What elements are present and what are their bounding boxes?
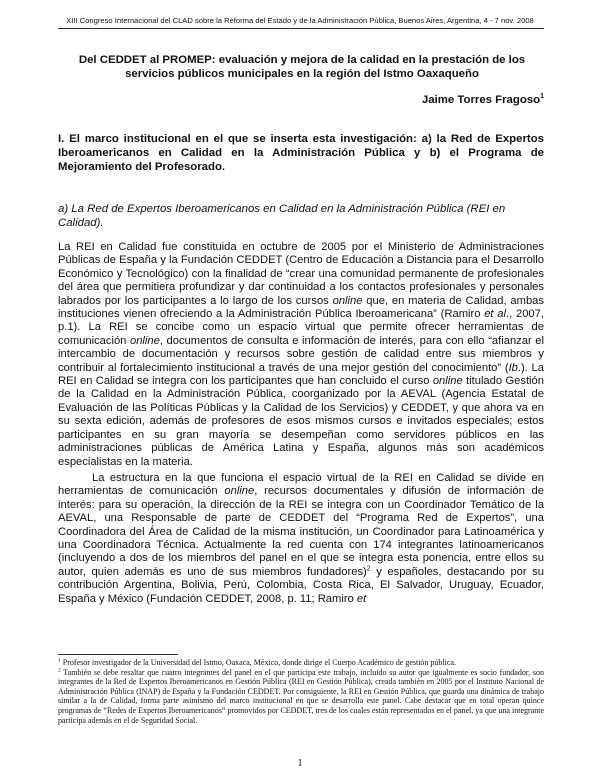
italic-run: online — [224, 485, 255, 498]
footnotes — [58, 658, 544, 725]
footnote-1 — [58, 658, 544, 668]
running-header: XIII Congreso Internacional del CLAD sobre la Reforma del Estado y de la Administración Pública, Buenos Aires, Argentina, 4 - 7 nov. 2008 — [66, 16, 534, 25]
author-name: Jaime Torres Fragoso — [421, 94, 541, 106]
italic-run: Ib — [508, 361, 518, 374]
footnote-2 — [58, 668, 544, 726]
body-paragraph-2 — [58, 472, 544, 606]
text-run: titulado Gestión de la Calidad en la Administración Pública, coorganizado por la AEVAL (Agencia Estatal de Evaluación de las Políticas Públicas y la Calidad de los Servicios) y CEDDET, y que ahora va en su sexta edición, además de profesores de esos mismos cursos e invitados especiales; estos participantes en su gran mayoría se desempeñan como servidores públicos en las administraciones públicas de América Latina y España, algunos más son académicos especialistas en la materia. — [58, 375, 544, 468]
italic-run: et al — [484, 308, 506, 321]
footnote-mark: 2 — [58, 666, 61, 673]
text-run: , documentos de consulta e información de interés, para con ello “afianzar el intercambio de documentación y recursos sobre gestión de calidad entre sus miembros y contribuir al fortalecimiento institucional a través de una mejor gestión del conocimiento” ( — [58, 334, 544, 374]
header-rule — [58, 28, 544, 29]
paper-title — [60, 53, 544, 81]
footnote-text: Profesor investigador de la Universidad del Istmo, Oaxaca, México, donde dirige el Cuerpo Académico de gestión pública. — [60, 658, 456, 667]
text-run: , recursos documentales y difusión de información de interés: para su operación, la dirección de la REI se integra con un Coordinador Temático de la AEVAL, una Responsable de parte de CEDDET del “Programa Red de Expertos”, una Coordinadora del Área de Calidad de la misma institución, un Coordinador para Latinoamérica y una Coordinadora Técnica. Actualmente la red cuenta con 174 integrantes latinoamericanos (incluyendo a dos de los miembros del panel en el que se integra esta ponencia, entre ellos su autor, quien además es uno de sus miembros fundadores) — [58, 485, 544, 578]
text-run: .). La REI en Calidad se integra con los participantes que han concluido el curso — [58, 361, 544, 388]
footnote-separator — [58, 654, 178, 655]
author — [422, 94, 544, 106]
title-line-1: Del CEDDET al PROMEP: evaluación y mejora de la calidad en la prestación de los — [78, 54, 526, 66]
text-run: que, en materia de Calidad, ambas instituciones vienen ofreciendo a la Administración Pública Iberoamericana” (Ramiro — [58, 294, 545, 321]
section-heading: I. El marco institucional en el que se inserta esta investigación: a) la Red de Expertos Iberoamericanos en Calidad en la Administración Pública y b) el Programa de Mejoramiento del Profesorado. — [58, 133, 544, 173]
footnote-text: También se debe resaltar que cuatro integrantes del panel en el que participa este trabajo, incluido su autor que igualmente es socio fundador, son integrantes de la Red de Expertos Iberoamericanos en Gestión Pública (REI en Gestión Pública), creada también en 2005 por el Instituto Nacional de Administración Pública (INAP) de España y la Fundación CEDDET. Por consiguiente, la REI en Gestión Pública, que guarda una dinámica de trabajo similar a la de Calidad, forma parte asimismo del marco institucional en que se desarrolla este panel. Cabe destacar que en total operan quince programas de “Redes de Expertos Iberoamericanos” promovidos por CEDDET, tres de los cuales están representados en el panel, ya que una integrante participa además en el de Seguridad Social. — [58, 667, 544, 725]
italic-run: et — [356, 592, 367, 605]
body-paragraph-1 — [58, 241, 544, 469]
text-run: La REI en Calidad fue constituida en octubre de 2005 por el Ministerio de Administraciones Públicas de España y la Fundación CEDDET (Centro de Educación a Distancia para el Desarrollo Económico y Tecnológico) con la finalidad de “crear una comunidad permanente de profesionales del área que permitiera profundizar y dar continuidad a los contactos profesionales y personales labrados por los participantes a lo largo de los cursos — [58, 241, 544, 307]
title-line-2: servicios públicos municipales en la región del Istmo Oaxaqueño — [125, 68, 479, 80]
text-run: ., 2007, p.1). La REI se concibe como un espacio virtual que permite ofrecer herramientas de comunicación — [58, 308, 544, 347]
text-run: La estructura en la que funciona el espacio virtual de la REI en Calidad se divide en herramientas de comunicación — [58, 472, 544, 498]
footnote-2-ref[interactable]: 2 — [366, 565, 371, 573]
italic-run: online — [332, 294, 363, 307]
subsection-heading: a) La Red de Expertos Iberoamericanos en Calidad en la Administración Pública (REI en Calidad). — [58, 203, 506, 229]
page-number: 1 — [297, 758, 303, 769]
text-run: y españoles, destacando por su contribución Argentina, Bolivia, Perú, Colombia, Costa Rica, El Salvador, Uruguay, Ecuador, España y México (Fundación CEDDET, 2008, p. 11; Ramiro — [58, 565, 544, 605]
italic-run: online — [129, 334, 160, 347]
footnote-mark: 1 — [58, 657, 61, 664]
italic-run: online — [432, 375, 463, 388]
author-footnote-mark[interactable]: 1 — [540, 93, 544, 101]
